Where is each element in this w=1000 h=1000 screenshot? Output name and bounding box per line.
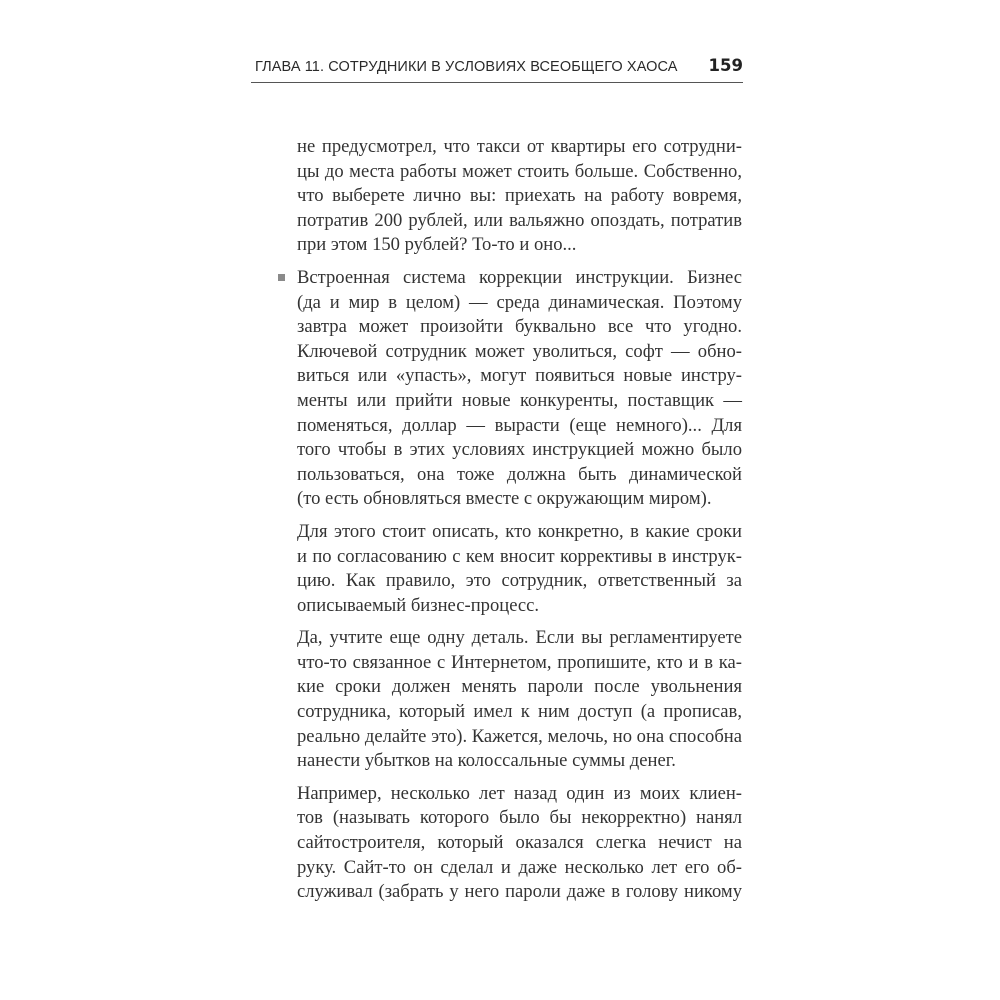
text-line: нанести убытков на колоссальные суммы денег.: [297, 750, 676, 772]
text-line: поменяться, доллар — вырасти (еще немного)... Для: [297, 414, 742, 436]
text-line: (да и мир в целом) — среда динамическая. Поэтому: [297, 291, 742, 313]
paragraph: [297, 782, 742, 905]
square-bullet-icon: [278, 274, 285, 281]
page-body: [297, 135, 742, 913]
text-line: руку. Сайт-то он сделал и даже несколько лет его об-: [297, 856, 742, 878]
page-number: 159: [708, 56, 743, 75]
text-line: что выберете лично вы: приехать на работу вовремя,: [297, 185, 742, 207]
text-line: что-то связанное с Интернетом, пропишите, кто и в ка-: [297, 651, 742, 673]
bullet-list-item: [297, 266, 742, 512]
text-line: завтра может произойти буквально все что угодно.: [297, 316, 742, 338]
text-line: и по согласованию с кем вносит коррективы в инструк-: [297, 545, 742, 567]
text-line: служивал (забрать у него пароли даже в голову никому: [297, 881, 742, 903]
paragraph: [297, 520, 742, 618]
text-line: Для этого стоит описать, кто конкретно, в какие сроки: [297, 520, 742, 542]
text-line: того чтобы в этих условиях инструкцией можно было: [297, 439, 742, 461]
paragraph: [297, 135, 742, 258]
text-line: пользоваться, она тоже должна быть динамической: [297, 463, 742, 485]
chapter-running-title: ГЛАВА 11. СОТРУДНИКИ В УСЛОВИЯХ ВСЕОБЩЕГО ХАОСА: [255, 59, 678, 75]
text-line: тов (называть которого было бы некорректно) нанял: [297, 807, 742, 829]
text-line: цы до места работы может стоить больше. Собственно,: [297, 160, 742, 182]
running-header: [251, 56, 743, 83]
text-line: Да, учтите еще одну деталь. Если вы регламентируете: [297, 627, 742, 649]
text-line: (то есть обновляться вместе с окружающим миром).: [297, 488, 712, 510]
text-line: реально делайте это). Кажется, мелочь, но она способна: [297, 725, 742, 747]
text-line: виться или «упасть», могут появиться новые инстру-: [297, 365, 742, 387]
text-line: описываемый бизнес-процесс.: [297, 594, 540, 616]
paragraph: [297, 626, 742, 774]
text-line: не предусмотрел, что такси от квартиры его сотрудни-: [297, 136, 742, 157]
text-line: Встроенная система коррекции инструкции. Бизнес: [297, 266, 742, 288]
text-line: цию. Как правило, это сотрудник, ответственный за: [297, 570, 742, 592]
text-line: сайтостроителя, который оказался слегка нечист на: [297, 832, 742, 854]
text-line: менты или прийти новые конкуренты, поставщик —: [297, 389, 742, 411]
text-line: кие сроки должен менять пароли после увольнения: [297, 676, 742, 698]
text-line: при этом 150 рублей? То-то и оно...: [297, 234, 577, 256]
text-line: сотрудника, который имел к ним доступ (а прописав,: [297, 701, 742, 723]
text-line: Ключевой сотрудник может уволиться, софт — обно-: [297, 340, 742, 362]
text-line: потратив 200 рублей, или вальяжно опоздать, потратив: [297, 209, 742, 231]
text-line: Например, несколько лет назад один из моих клиен-: [297, 782, 742, 804]
